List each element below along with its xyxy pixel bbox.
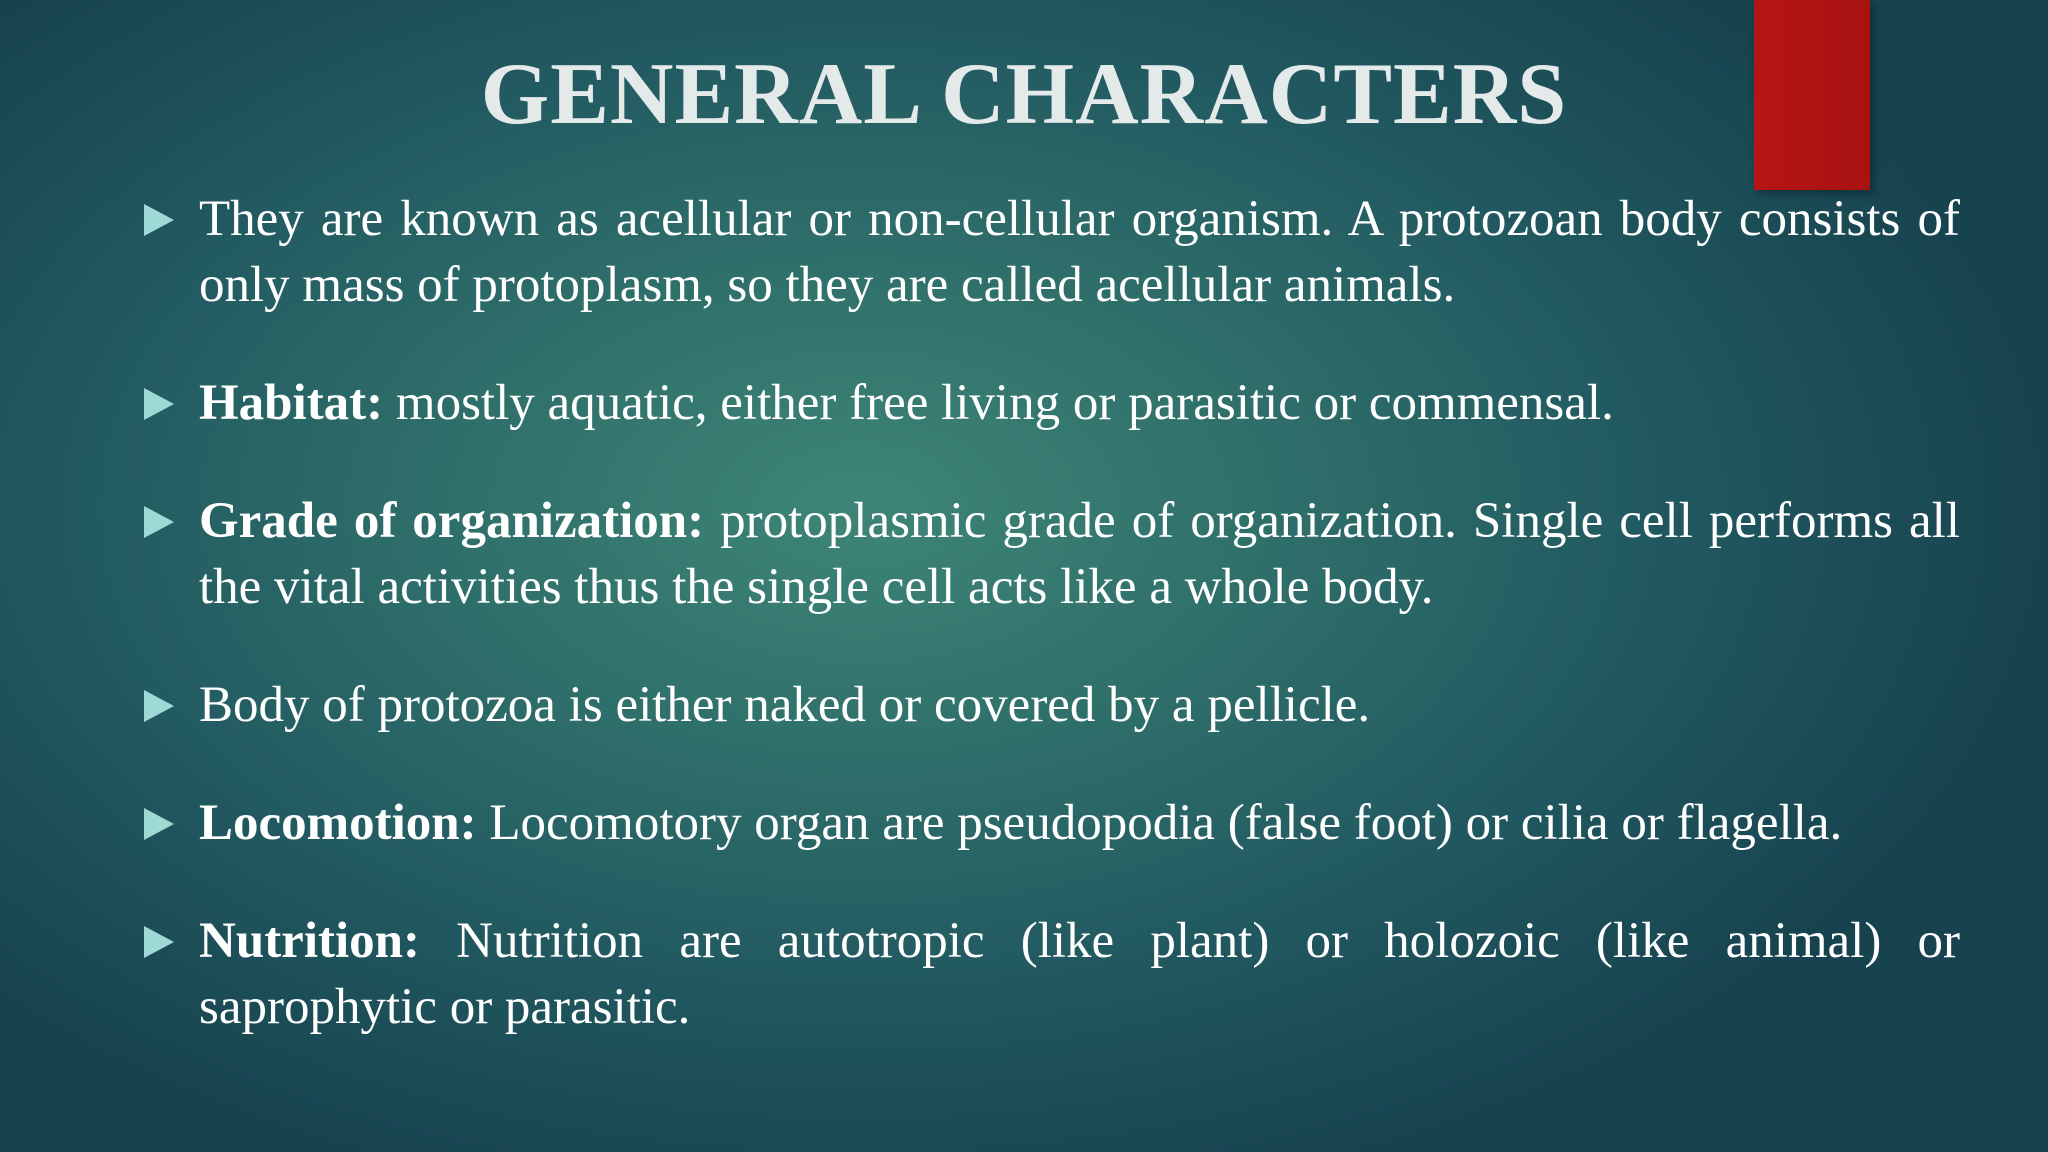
- bullet-item-nutrition: [140, 908, 1960, 1040]
- triangle-right-icon: [144, 506, 174, 538]
- bullet-item-grade-of-organization: [140, 488, 1960, 620]
- bullet-text: Nutrition are autotropic (like plant) or holozoic (like animal) or saprophytic or parasitic.: [199, 913, 1960, 1035]
- bullet-list: [140, 186, 1960, 1092]
- bullet-text: mostly aquatic, either free living or parasitic or commensal.: [383, 375, 1614, 431]
- bullet-text: protoplasmic grade of organization. Single cell performs all the vital activities thus the single cell acts like a whole body.: [199, 493, 1960, 615]
- bullet-item-habitat: [140, 370, 1960, 436]
- triangle-right-icon: [144, 926, 174, 958]
- bullet-item-locomotion: [140, 790, 1960, 856]
- bullet-text: Locomotory organ are pseudopodia (false foot) or cilia or flagella.: [476, 795, 1843, 851]
- bullet-label: Grade of organization:: [199, 493, 705, 549]
- bullet-label: Habitat:: [199, 375, 384, 431]
- bullet-text: They are known as acellular or non-cellular organism. A protozoan body consists of only mass of protoplasm, so they are called acellular animals.: [199, 191, 1960, 313]
- bullet-item-body: [140, 672, 1960, 738]
- triangle-right-icon: [144, 204, 174, 236]
- bullet-item-acellular: [140, 186, 1960, 318]
- bullet-text: Body of protozoa is either naked or covered by a pellicle.: [199, 677, 1371, 733]
- bullet-label: Nutrition:: [199, 913, 420, 969]
- slide-title: GENERAL CHARACTERS: [480, 46, 1568, 143]
- triangle-right-icon: [144, 690, 174, 722]
- triangle-right-icon: [144, 808, 174, 840]
- triangle-right-icon: [144, 388, 174, 420]
- bullet-label: Locomotion:: [199, 795, 477, 851]
